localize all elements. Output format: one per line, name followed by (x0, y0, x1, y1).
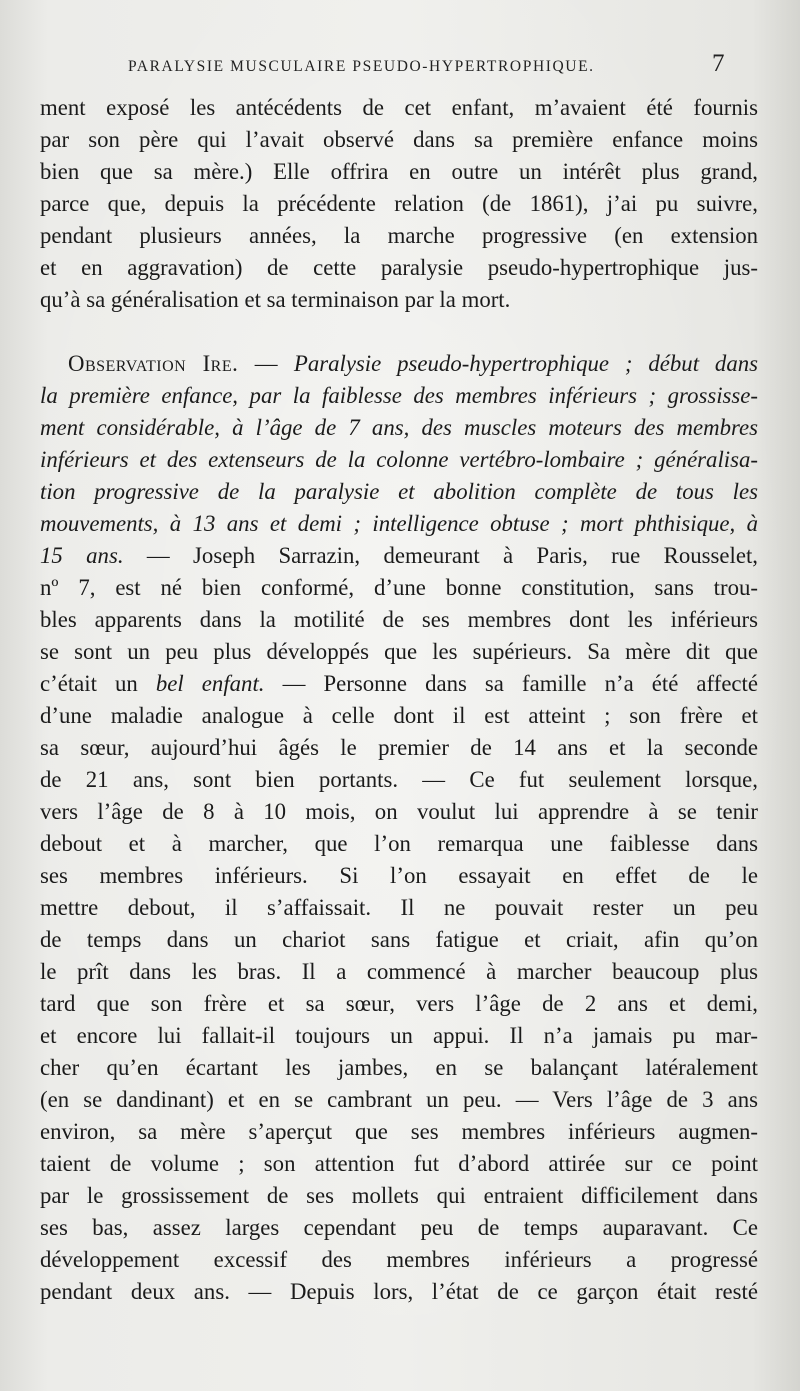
text-line: de 21 ans, sont bien portants. — Ce fut seulement lorsque, (40, 767, 758, 792)
text-line: ses membres inférieurs. Si l’on essayait en effet de le (40, 863, 758, 888)
text-line: de temps dans un chariot sans fatigue et criait, afin qu’on (40, 927, 758, 952)
text-line: le prît dans les bras. Il a commencé à marcher beaucoup plus (40, 959, 758, 984)
text-line: ses bas, assez larges cependant peu de temps auparavant. Ce (40, 1215, 758, 1240)
observation-title-line: mouvements, à 13 ans et demi ; intelligence obtuse ; mort phthisique, à (40, 511, 758, 536)
text-line: (en se dandinant) et en se cambrant un peu. — Vers l’âge de 3 ans (40, 1087, 758, 1112)
text-line: bien que sa mère.) Elle offrira en outre un intérêt plus grand, (40, 159, 758, 184)
page-body (40, 92, 758, 1308)
observation-title-start: Paralysie pseudo-hypertrophique ; début dans (293, 351, 758, 376)
text-line: et en aggravation) de cette paralysie pseudo-hypertrophique jus- (40, 255, 758, 280)
text-line: bles apparents dans la motilité de ses membres dont les inférieurs (40, 607, 758, 632)
text-line: sa sœur, aujourd’hui âgés le premier de 14 ans et la seconde (40, 735, 758, 760)
text-line: par le grossissement de ses mollets qui entraient difficilement dans (40, 1183, 758, 1208)
text-line: développement excessif des membres inférieurs a progressé (40, 1247, 758, 1272)
text-line: taient de volume ; son attention fut d’abord attirée sur ce point (40, 1151, 758, 1176)
text-fragment: — Personne dans sa famille n’a été affecté (282, 671, 759, 696)
text-line: qu’à sa généralisation et sa terminaison par la mort. (40, 287, 511, 312)
text-line: debout et à marcher, que l’on remarqua une faiblesse dans (40, 831, 758, 856)
page-number: 7 (712, 50, 725, 77)
observation-title-line: inférieurs et des extenseurs de la colonne vertébro-lombaire ; généralisa- (40, 447, 758, 472)
running-head: PARALYSIE MUSCULAIRE PSEUDO-HYPERTROPHIQUE. (128, 58, 595, 75)
text-line: vers l’âge de 8 à 10 mois, on voulut lui apprendre à se tenir (40, 799, 758, 824)
text-line: ment exposé les antécédents de cet enfant, m’avaient été fournis (40, 95, 758, 120)
text-line: tard que son frère et sa sœur, vers l’âge de 2 ans et demi, (40, 991, 758, 1016)
observation-text-start: — Joseph Sarrazin, demeurant à Paris, rue Rousselet, (146, 543, 758, 568)
observation-heading-line (40, 348, 758, 380)
text-line: se sont un peu plus développés que les supérieurs. Sa mère dit que (40, 639, 758, 664)
observation-title-end-line (40, 540, 758, 572)
text-line: pendant deux ans. — Depuis lors, l’état de ce garçon était resté (40, 1279, 758, 1304)
text-line: parce que, depuis la précédente relation (de 1861), j’ai pu suivre, (40, 191, 758, 216)
text-line: pendant plusieurs années, la marche progressive (en extension (40, 223, 758, 248)
text-line: d’une maladie analogue à celle dont il est atteint ; son frère et (40, 703, 758, 728)
observation-title-line: tion progressive de la paralysie et abolition complète de tous les (40, 479, 758, 504)
text-fragment: c’était un (40, 671, 138, 696)
italic-phrase: bel enfant. (155, 671, 265, 696)
paragraph-gap (40, 316, 758, 348)
text-line: nº 7, est né bien conformé, d’une bonne constitution, sans trou- (40, 575, 758, 600)
text-line: et encore lui fallait-il toujours un appui. Il n’a jamais pu mar- (40, 1023, 758, 1048)
observation-title-line: la première enfance, par la faiblesse des membres inférieurs ; grossisse- (40, 383, 758, 408)
observation-title-line: ment considérable, à l’âge de 7 ans, des muscles moteurs des membres (40, 415, 758, 440)
text-line: par son père qui l’avait observé dans sa première enfance moins (40, 127, 758, 152)
observation-title-end: 15 ans. (40, 543, 124, 568)
observation-paragraph (40, 348, 758, 1308)
text-line: cher qu’en écartant les jambes, en se balançant latéralement (40, 1055, 758, 1080)
text-line: environ, sa mère s’aperçut que ses membres inférieurs augmen- (40, 1119, 758, 1144)
page-header (0, 50, 800, 84)
observation-label: Observation Ire. — (68, 351, 278, 376)
intro-paragraph (40, 92, 758, 316)
text-line: mettre debout, il s’affaissait. Il ne pouvait rester un peu (40, 895, 758, 920)
text-line-bel-enfant (40, 668, 758, 700)
